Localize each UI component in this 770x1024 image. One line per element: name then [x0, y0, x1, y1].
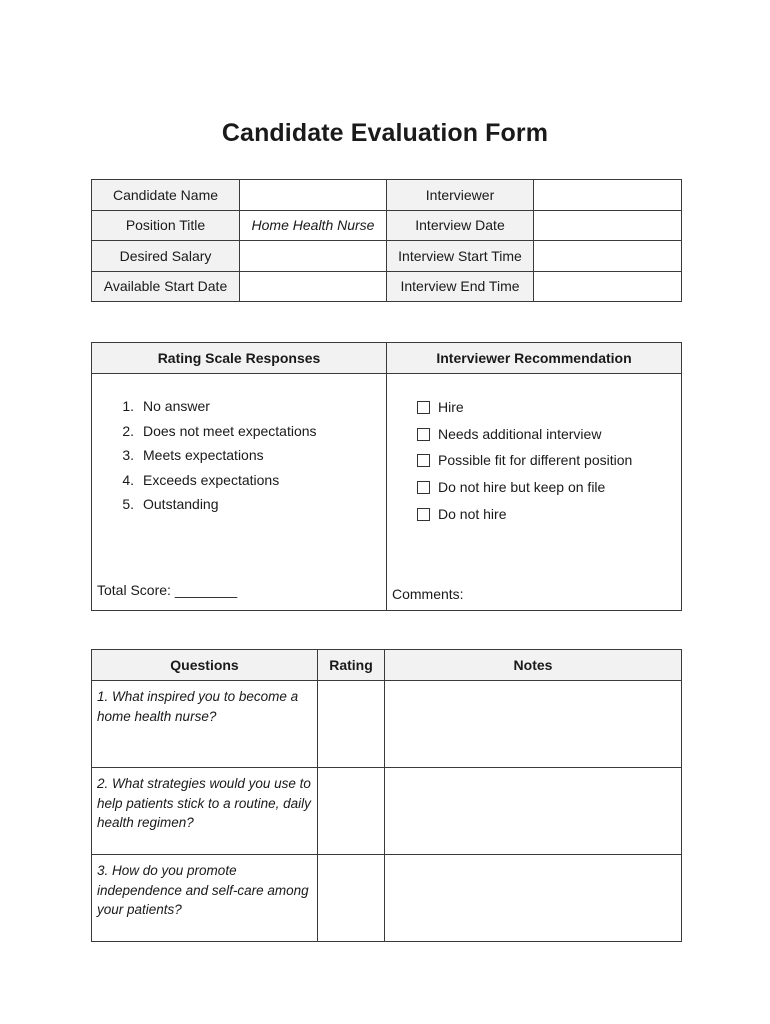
recommendation-option-keep-on-file[interactable] — [417, 478, 632, 505]
notes-cell[interactable] — [385, 681, 682, 768]
interview-start-time-label: Interview Start Time — [387, 241, 534, 272]
recommendation-list — [417, 398, 632, 531]
notes-cell[interactable] — [385, 855, 682, 942]
notes-header: Notes — [385, 650, 682, 681]
table-row — [92, 855, 682, 942]
comments-field[interactable]: Comments: — [392, 586, 464, 602]
page-title: Candidate Evaluation Form — [221, 119, 549, 147]
option-label: Possible fit for different position — [438, 452, 633, 469]
interviewer-field[interactable] — [534, 180, 682, 211]
rating-cell[interactable] — [318, 768, 385, 855]
info-row-available-start-date — [92, 271, 682, 302]
scale-number: 4. — [122, 471, 134, 488]
rating-scale-header: Rating Scale Responses — [92, 343, 387, 374]
scale-text: Outstanding — [143, 496, 219, 512]
question-text: 2. What strategies would you use to help patients stick to a routine, daily health regimen? — [92, 768, 318, 855]
table-row — [92, 681, 682, 768]
scale-item — [92, 470, 317, 495]
notes-cell[interactable] — [385, 768, 682, 855]
interview-start-time-field[interactable] — [534, 241, 682, 272]
option-label: Do not hire — [438, 505, 507, 522]
questions-table — [91, 649, 682, 942]
info-row-desired-salary — [92, 241, 682, 272]
info-row-candidate-name — [92, 180, 682, 211]
scale-text: Does not meet expectations — [143, 422, 317, 439]
checkbox-icon[interactable] — [417, 454, 430, 467]
scale-item — [92, 494, 317, 519]
questions-header: Questions — [92, 650, 318, 681]
option-label: Do not hire but keep on file — [438, 479, 606, 496]
position-title-label: Position Title — [92, 210, 240, 241]
scale-number: 2. — [122, 422, 134, 439]
scale-text: No answer — [143, 398, 210, 414]
interview-date-field[interactable] — [534, 210, 682, 241]
interviewer-label: Interviewer — [387, 180, 534, 211]
interview-date-label: Interview Date — [387, 210, 534, 241]
scale-text: Meets expectations — [143, 447, 264, 463]
available-start-date-label: Available Start Date — [92, 271, 240, 302]
desired-salary-label: Desired Salary — [92, 241, 240, 272]
option-label: Needs additional interview — [438, 425, 602, 442]
scale-text: Exceeds expectations — [143, 471, 280, 488]
checkbox-icon[interactable] — [417, 428, 430, 441]
rating-cell[interactable] — [318, 681, 385, 768]
recommendation-option-additional-interview[interactable] — [417, 425, 632, 452]
total-score-field[interactable]: Total Score: ________ — [97, 582, 238, 598]
recommendation-option-do-not-hire[interactable] — [417, 505, 632, 532]
scale-item — [92, 396, 317, 421]
scale-number: 5. — [122, 496, 134, 512]
rating-scale-cell — [92, 374, 387, 611]
recommendation-cell — [387, 374, 682, 611]
recommendation-option-hire[interactable] — [417, 398, 632, 425]
checkbox-icon[interactable] — [417, 508, 430, 521]
interview-end-time-field[interactable] — [534, 271, 682, 302]
candidate-name-label: Candidate Name — [92, 180, 240, 211]
candidate-name-field[interactable] — [240, 180, 387, 211]
candidate-info-table — [91, 179, 682, 302]
rating-cell[interactable] — [318, 855, 385, 942]
question-text: 1. What inspired you to become a home health nurse? — [92, 681, 318, 768]
scale-number: 1. — [122, 398, 134, 414]
recommendation-option-different-position[interactable] — [417, 451, 632, 478]
checkbox-icon[interactable] — [417, 481, 430, 494]
rating-recommendation-table — [91, 342, 682, 611]
desired-salary-field[interactable] — [240, 241, 387, 272]
interview-end-time-label: Interview End Time — [387, 271, 534, 302]
scale-item — [92, 445, 317, 470]
question-text: 3. How do you promote independence and self-care among your patients? — [92, 855, 318, 942]
position-title-field[interactable]: Home Health Nurse — [240, 210, 387, 241]
rating-header: Rating — [318, 650, 385, 681]
checkbox-icon[interactable] — [417, 401, 430, 414]
option-label: Hire — [438, 399, 464, 415]
available-start-date-field[interactable] — [240, 271, 387, 302]
scale-number: 3. — [122, 447, 134, 463]
scale-item — [92, 421, 317, 446]
rating-scale-list — [92, 396, 317, 519]
recommendation-header: Interviewer Recommendation — [387, 343, 682, 374]
info-row-position-title — [92, 210, 682, 241]
table-row — [92, 768, 682, 855]
